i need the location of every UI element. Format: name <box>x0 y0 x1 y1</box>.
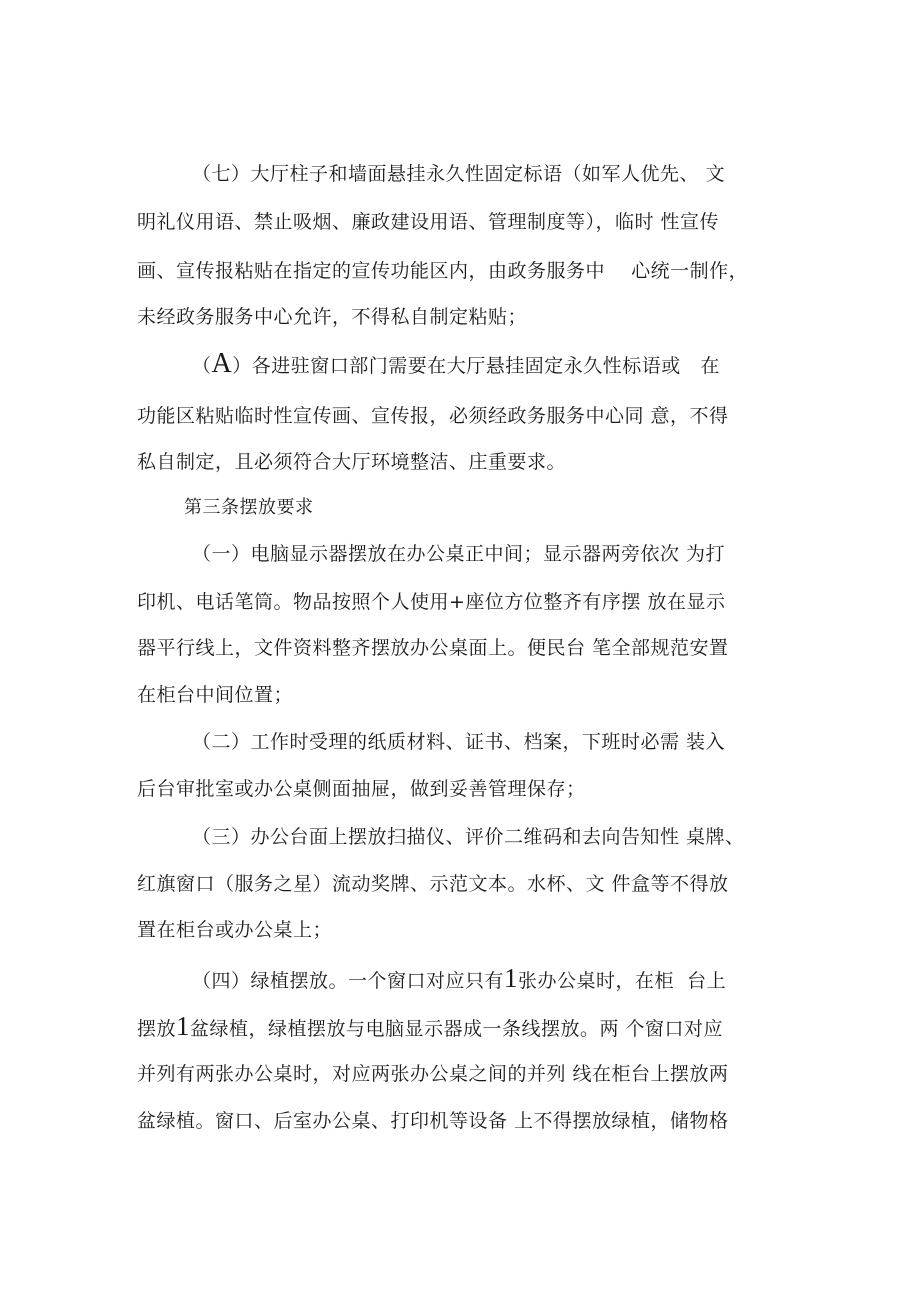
number-one: 1 <box>504 963 519 993</box>
paragraph-2-line-1-text: 各进驻窗口部门需要在大厅悬挂固定永久性标语或 在 <box>251 355 720 377</box>
paragraph-6-line-2-text-b: 盆绿植，绿植摆放与电脑显示器成一条线摆放。两 个窗口对应 <box>190 1018 724 1040</box>
paragraph-6-line-2-text-a: 摆放 <box>137 1018 177 1040</box>
paren-close: ） <box>232 355 252 377</box>
paragraph-6-line-1 <box>192 963 727 993</box>
paragraph-6-line-4: 盆绿植。窗口、后室办公桌、打印机等设备 上不得摆放绿植，储物格 <box>137 1110 729 1132</box>
paragraph-6-line-2 <box>137 1011 724 1041</box>
paragraph-1-line-3: 画、宣传报粘贴在指定的宣传功能区内，由政务服务中 心统一制作， <box>137 260 749 282</box>
paragraph-1-line-4: 未经政务服务中心允许，不得私自制定粘贴； <box>137 306 528 328</box>
paragraph-5-line-3: 置在柜台或办公桌上； <box>137 919 333 941</box>
paragraph-6-line-1-text-b: 张办公桌时，在柜 台上 <box>518 970 727 992</box>
paragraph-3-line-2: 印机、电话笔筒。物品按照个人使用+座位方位整齐有序摆 放在显示 <box>137 591 726 613</box>
paragraph-2-line-2: 功能区粘贴临时性宣传画、宣传报，必须经政务服务中心同 意，不得 <box>137 405 729 427</box>
paren-open: （ <box>192 355 212 377</box>
paragraph-4-line-1: （二）工作时受理的纸质材料、证书、档案，下班时必需 装入 <box>192 731 726 753</box>
paragraph-6-line-1-text-a: （四）绿植摆放。一个窗口对应只有 <box>192 970 505 992</box>
paragraph-3-line-1: （一）电脑显示器摆放在办公桌正中间；显示器两旁依次 为打 <box>192 543 726 565</box>
paragraph-2-line-3: 私自制定，且必须符合大厅环境整洁、庄重要求。 <box>137 451 567 473</box>
paragraph-3-line-3: 器平行线上，文件资料整齐摆放办公桌面上。便民台 笔全部规范安置 <box>137 637 729 659</box>
paragraph-1-line-2: 明礼仪用语、禁止吸烟、廉政建设用语、管理制度等），临时 性宣传 <box>137 211 720 233</box>
paragraph-5-line-2: 红旗窗口（服务之星）流动奖牌、示范文本。水杯、文 件盒等不得放 <box>137 873 729 895</box>
paragraph-6-line-3: 并列有两张办公桌时，对应两张办公桌之间的并列 线在柜台上摆放两 <box>137 1063 729 1085</box>
number-one: 1 <box>176 1011 191 1041</box>
paragraph-2-line-1 <box>192 348 720 379</box>
paragraph-5-line-1: （三）办公台面上摆放扫描仪、评价二维码和去向告知性 桌牌、 <box>192 826 745 848</box>
paragraph-1-line-1: （七）大厅柱子和墙面悬挂永久性固定标语（如军人优先、 文 <box>192 163 726 185</box>
paragraph-3-line-4: 在柜台中间位置； <box>137 684 294 706</box>
paragraph-4-line-2: 后台审批室或办公桌侧面抽屉，做到妥善管理保存； <box>137 778 586 800</box>
list-marker-a: A <box>211 348 233 379</box>
section-heading: 第三条摆放要求 <box>184 497 314 518</box>
